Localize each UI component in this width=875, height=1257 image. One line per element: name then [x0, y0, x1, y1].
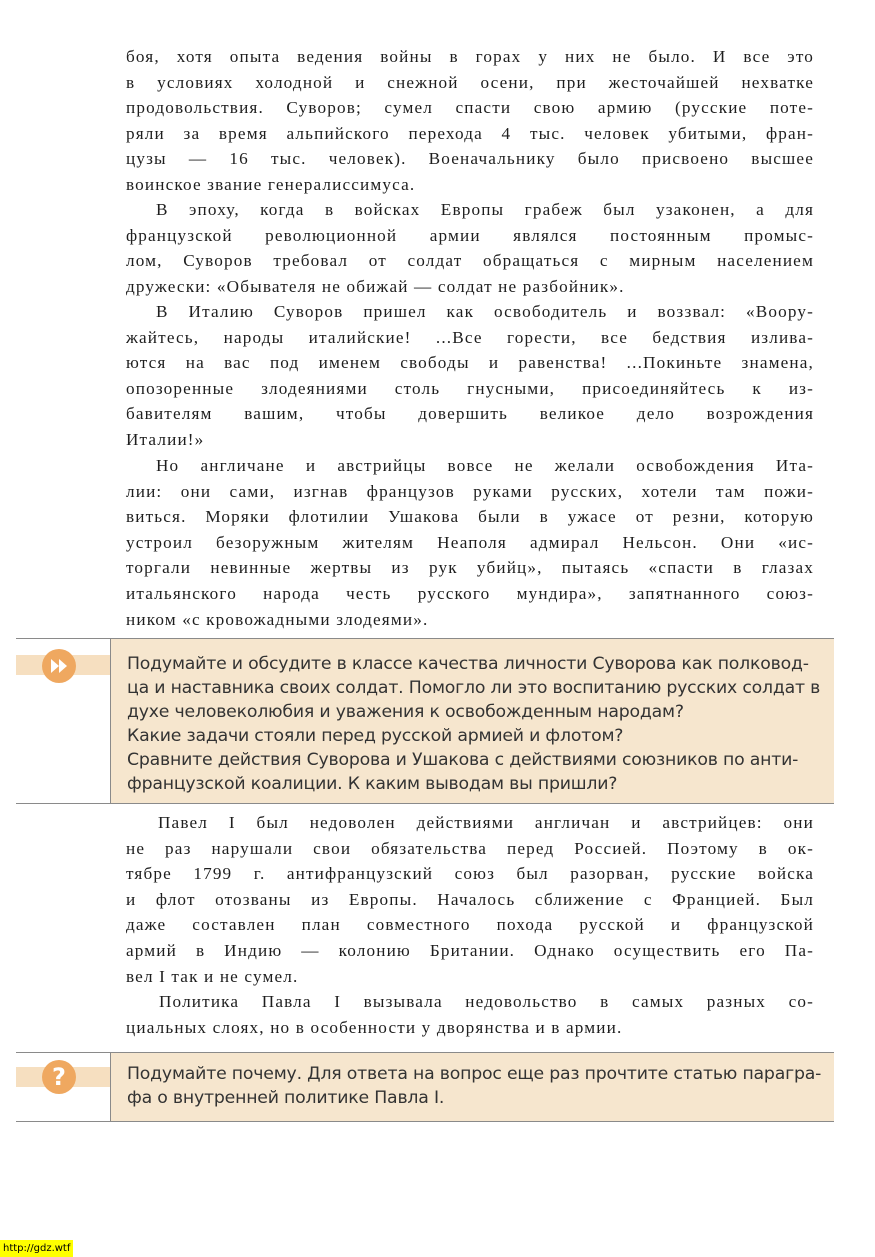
text-line: Павел I был недоволен действиями англичан и австрийцев: они — [158, 813, 814, 832]
text-line: итальянского народа честь русского мундира», запятнанного союз- — [126, 583, 814, 603]
text-line: виться. Моряки флотилии Ушакова были в ужасе от резни, которую — [126, 507, 814, 527]
fast-forward-icon — [42, 649, 76, 683]
text-line: Политика Павла I вызывала недовольство в самых разных со- — [159, 992, 814, 1011]
question-line: Подумайте и обсудите в классе качества личности Суворова как полковод- — [127, 654, 809, 674]
text-line: в условиях холодной и снежной осени, при жесточайшей нехватке — [126, 72, 814, 92]
text-line: французской революционной армии являлся постоянным промыс- — [126, 225, 814, 245]
text-line: ряли за время альпийского перехода 4 тыс. человек убитыми, фран- — [126, 123, 814, 143]
text-line: армий в Индию — колонию Британии. Однако осуществить его Па- — [126, 940, 814, 960]
paragraph-1 — [126, 44, 814, 198]
text-line: вел I так и не сумел. — [126, 966, 299, 986]
question-line: фа о внутренней политике Павла I. — [127, 1088, 445, 1108]
paragraph-4 — [126, 453, 814, 632]
discussion-box — [16, 638, 834, 804]
think-box — [16, 1052, 834, 1122]
question-line: Сравните действия Суворова и Ушакова с действиями союзников по анти- — [127, 750, 799, 770]
text-line: воинское звание генералиссимуса. — [126, 174, 416, 194]
text-line: лом, Суворов требовал от солдат обращаться с мирным населением — [126, 251, 814, 271]
question-line: Подумайте почему. Для ответа на вопрос еще раз прочтите статью парагра- — [127, 1064, 822, 1084]
question-line: духе человеколюбия и уважения к освобожденным народам? — [127, 702, 684, 722]
text-line: В Италию Суворов пришел как освободитель и воззвал: «Воору- — [156, 302, 814, 321]
text-line: тябре 1799 г. антифранцузский союз был разорван, русские войска — [126, 864, 814, 884]
paragraph-3 — [126, 299, 814, 453]
text-line: циальных слоях, но в особенности у дворянства и в армии. — [126, 1017, 623, 1037]
text-line: цузы — 16 тыс. человек). Военачальнику было присвоено высшее — [126, 149, 814, 169]
text-line: и флот отозваны из Европы. Началось сближение с Францией. Был — [126, 889, 814, 909]
paragraph-6 — [126, 989, 814, 1040]
question-icon: ? — [42, 1060, 76, 1094]
text-line: В эпоху, когда в войсках Европы грабеж был узаконен, а для — [156, 200, 814, 219]
paragraph-5 — [126, 810, 814, 989]
text-line: торгали невинные жертвы из рук убийц», пытаясь «спасти в глазах — [126, 558, 814, 578]
text-line: жайтесь, народы италийские! ...Все горести, все бедствия излива- — [126, 327, 814, 347]
think-question — [127, 1062, 824, 1110]
text-line: бавителям вашим, чтобы довершить великое дело возрождения — [126, 404, 814, 424]
discussion-questions — [127, 652, 824, 796]
text-line: не раз нарушали свои обязательства перед Россией. Поэтому в ок- — [126, 838, 814, 858]
text-line: даже составлен план совместного похода русской и французской — [126, 915, 814, 935]
question-line: французской коалиции. К каким выводам вы пришли? — [127, 774, 618, 794]
text-line: Италии!» — [126, 429, 205, 449]
question-line: Какие задачи стояли перед русской армией и флотом? — [127, 726, 624, 746]
text-line: Но англичане и австрийцы вовсе не желали освобождения Ита- — [156, 456, 814, 475]
paragraph-2 — [126, 197, 814, 299]
text-line: лии: они сами, изгнав французов руками русских, хотели там пожи- — [126, 481, 814, 501]
question-line: ца и наставника своих солдат. Помогло ли это воспитанию русских солдат в — [127, 678, 821, 698]
text-line: ются на вас под именем свободы и равенства! ...Покиньте знамена, — [126, 353, 814, 373]
text-line: опозоренные злодеяниями столь гнусными, присоединяйтесь к из- — [126, 378, 814, 398]
text-line: продовольствия. Суворов; сумел спасти свою армию (русские поте- — [126, 98, 814, 118]
text-line: ником «с кровожадными злодеями». — [126, 609, 429, 629]
watermark-link[interactable]: http://gdz.wtf — [0, 1240, 73, 1257]
text-line: устроил безоружным жителям Неаполя адмирал Нельсон. Они «ис- — [126, 532, 814, 552]
text-line: боя, хотя опыта ведения войны в горах у них не было. И все это — [126, 47, 814, 66]
text-line: дружески: «Обывателя не обижай — солдат не разбойник». — [126, 276, 625, 296]
